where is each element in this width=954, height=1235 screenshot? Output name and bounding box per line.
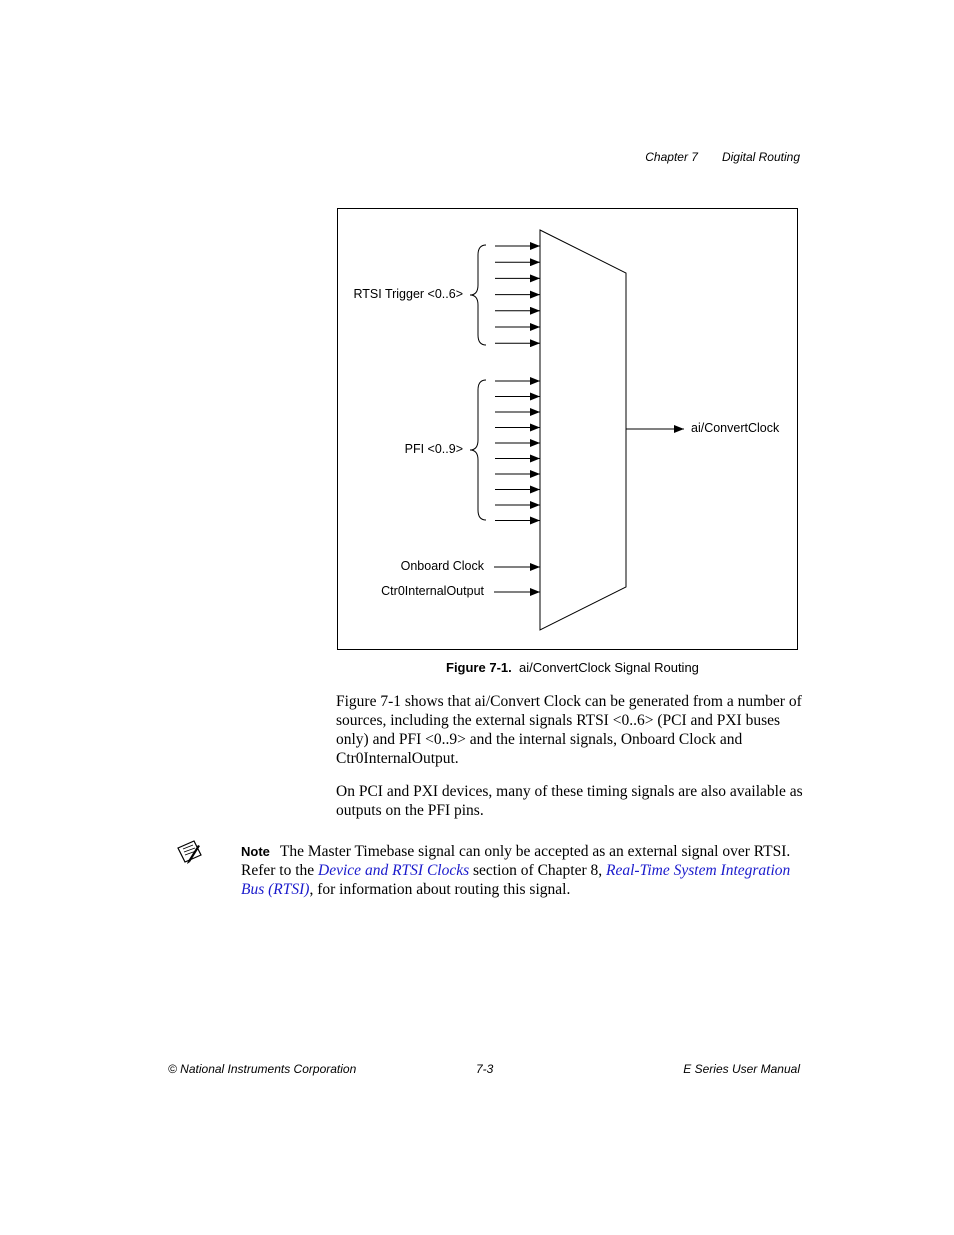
onboard-clock-label: Onboard Clock <box>400 559 484 573</box>
rtsi-input-arrows <box>495 246 540 343</box>
footer-copyright: © National Instruments Corporation <box>168 1062 357 1076</box>
figure-frame <box>337 208 798 650</box>
note-text-3: , for information about routing this signal. <box>309 881 571 898</box>
note-text-2: section of Chapter 8, <box>469 862 607 879</box>
note-icon <box>174 838 206 866</box>
caption-number: Figure 7-1. <box>446 660 512 675</box>
pfi-input-arrows <box>495 381 540 521</box>
header-section: Digital Routing <box>721 150 800 164</box>
note-label: Note <box>241 844 270 859</box>
pfi-label: PFI <0..9> <box>404 442 463 456</box>
caption-text: ai/ConvertClock Signal Routing <box>518 660 699 675</box>
body-paragraph-1: Figure 7-1 shows that ai/Convert Clock can be generated from a number of sources, including the external signals RTSI <0..6> (PCI and PXI buses only) and PFI <0..9> and the internal signals, Onboard Clock and Ctr0InternalOutput. <box>336 693 802 767</box>
body-paragraph-2: On PCI and PXI devices, many of these timing signals are also available as outputs on the PFI pins. <box>336 783 803 819</box>
header-chapter: Chapter 7 <box>645 150 698 164</box>
output-label: ai/ConvertClock <box>691 421 780 435</box>
link-rtsi-bus[interactable]: Real-Time System Integration Bus (RTSI) <box>241 862 791 898</box>
rtsi-label: RTSI Trigger <0..6> <box>353 287 463 301</box>
page-footer <box>168 1062 800 1078</box>
ctr0-label: Ctr0InternalOutput <box>381 584 484 598</box>
footer-manual-title: E Series User Manual <box>683 1062 800 1076</box>
note-text-1: The Master Timebase signal can only be accepted as an external signal over RTSI. Refer to the <box>241 843 791 879</box>
link-device-rtsi-clocks[interactable]: Device and RTSI Clocks <box>318 862 470 879</box>
figure-caption <box>446 660 699 675</box>
page-header <box>645 150 800 164</box>
mux-block <box>540 230 626 630</box>
note-block <box>241 842 806 899</box>
rtsi-brace <box>470 245 486 345</box>
footer-page-number: 7-3 <box>476 1062 494 1076</box>
pfi-brace <box>470 380 486 520</box>
